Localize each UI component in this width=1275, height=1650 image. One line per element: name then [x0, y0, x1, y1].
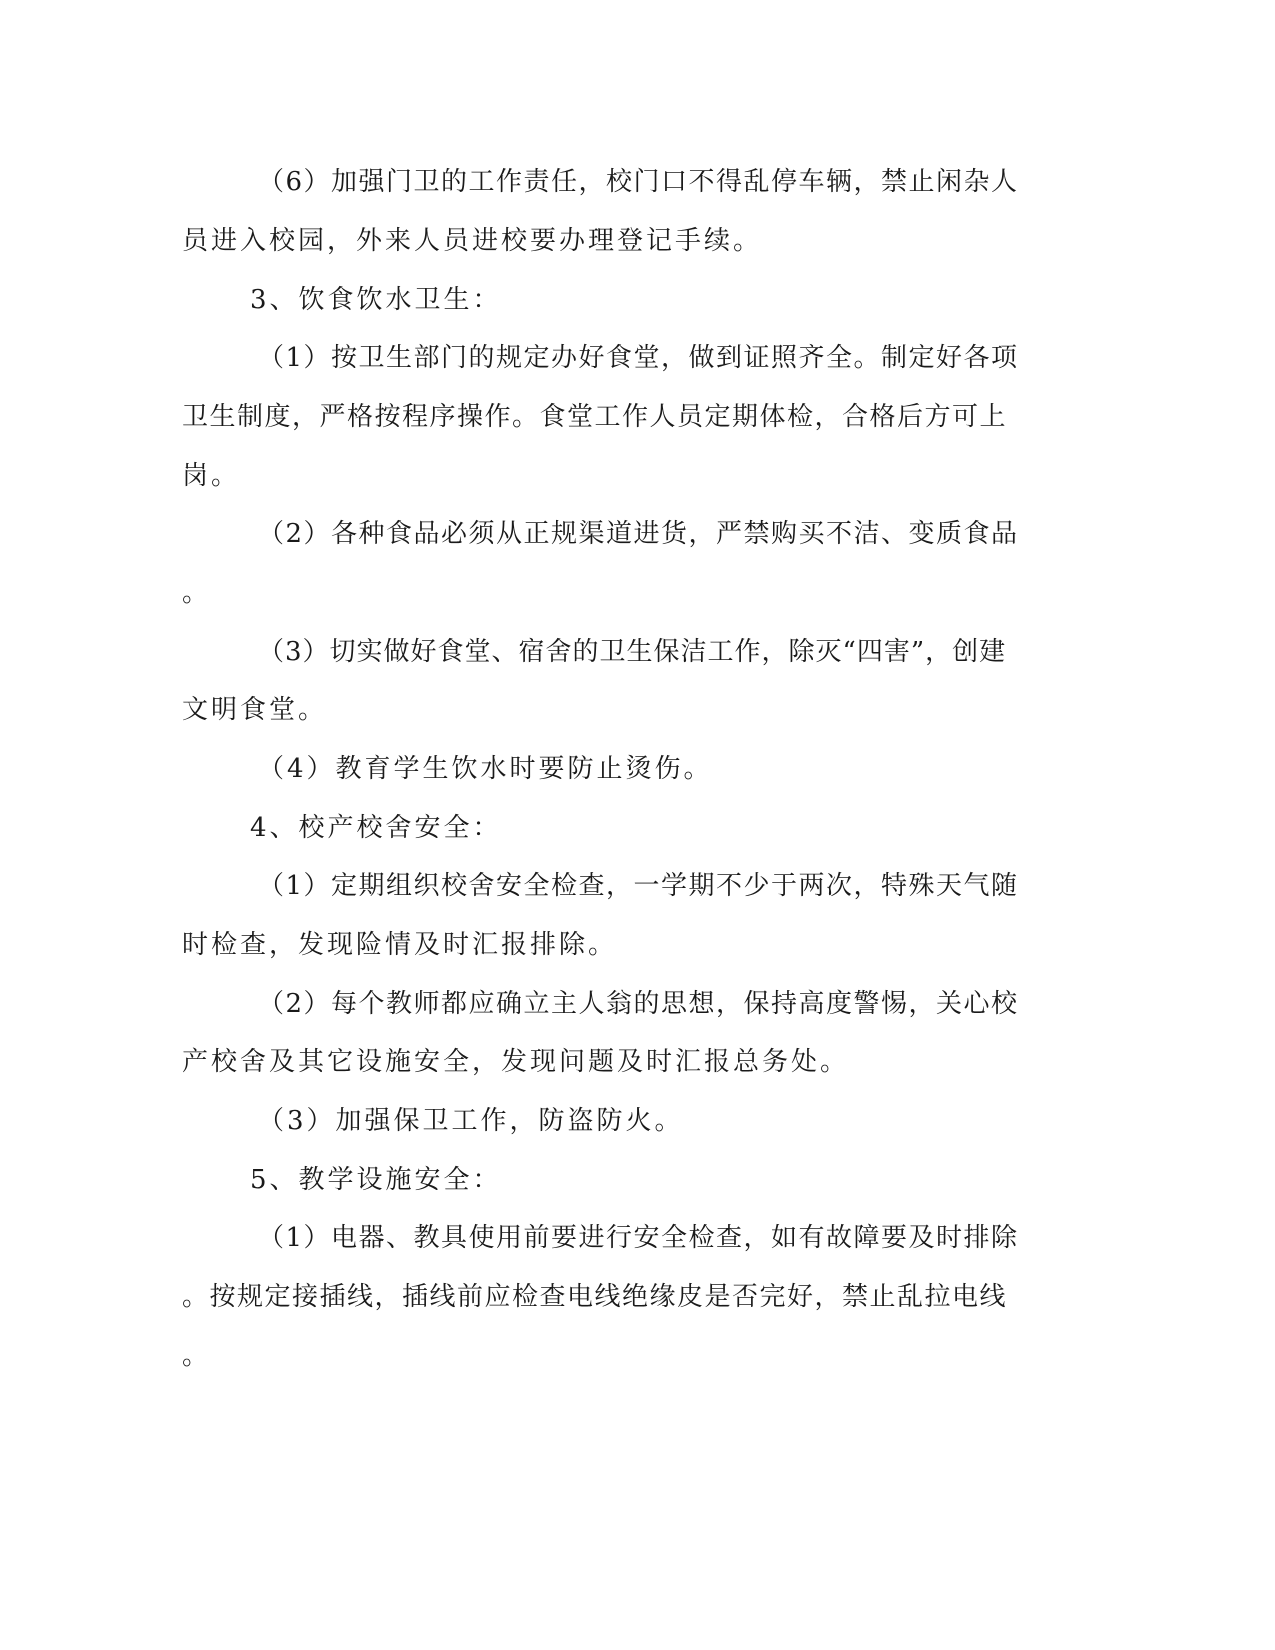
text-line: （3）切实做好食堂、宿舍的卫生保洁工作，除灭“四害”，创建 — [258, 637, 1007, 667]
text-line: （1）电器、教具使用前要进行安全检查，如有故障要及时排除 — [258, 1223, 1019, 1253]
section-heading: 4、校产校舍安全： — [250, 813, 502, 843]
text-line: 。按规定接插线，插线前应检查电线绝缘皮是否完好，禁止乱拉电线 — [182, 1282, 1008, 1312]
text-line: 产校舍及其它设施安全，发现问题及时汇报总务处。 — [182, 1047, 850, 1077]
text-line: （3）加强保卫工作，防盗防火。 — [258, 1106, 684, 1136]
text-line: （2）各种食品必须从正规渠道进货，严禁购买不洁、变质食品 — [258, 519, 1019, 549]
text-line: （1）定期组织校舍安全检查，一学期不少于两次，特殊天气随 — [258, 871, 1019, 901]
text-line: （2）每个教师都应确立主人翁的思想，保持高度警惕，关心校 — [258, 989, 1019, 1019]
text-line: （1）按卫生部门的规定办好食堂，做到证照齐全。制定好各项 — [258, 343, 1019, 373]
text-line: 岗。 — [182, 461, 241, 491]
text-line: 员进入校园，外来人员进校要办理登记手续。 — [182, 226, 763, 256]
text-line: 卫生制度，严格按程序操作。食堂工作人员定期体检，合格后方可上 — [182, 402, 1008, 432]
text-line: 。 — [182, 1341, 212, 1371]
section-heading: 5、教学设施安全： — [250, 1165, 502, 1195]
text-line: 。 — [182, 578, 212, 608]
section-heading: 3、饮食饮水卫生： — [250, 285, 502, 315]
text-line: 文明食堂。 — [182, 695, 328, 725]
text-line: （6）加强门卫的工作责任，校门口不得乱停车辆，禁止闲杂人 — [258, 167, 1019, 197]
text-line: 时检查，发现险情及时汇报排除。 — [182, 930, 618, 960]
text-line: （4）教育学生饮水时要防止烫伤。 — [258, 754, 713, 784]
